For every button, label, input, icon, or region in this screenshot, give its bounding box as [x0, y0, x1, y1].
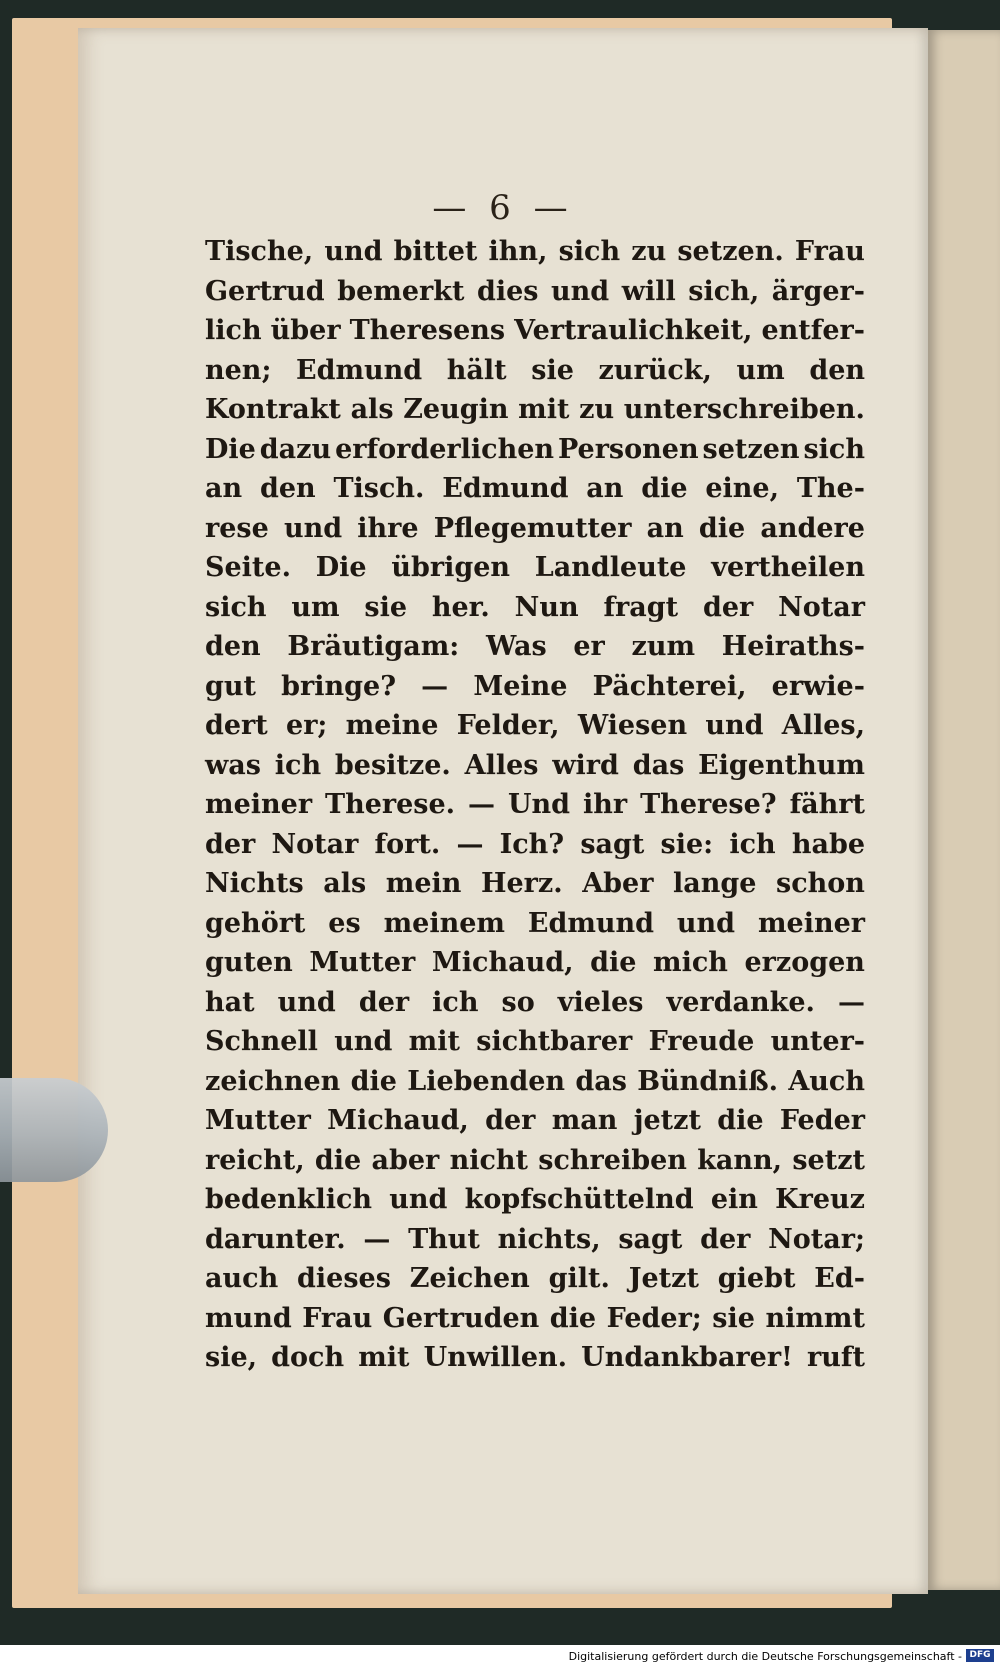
text-line [205, 1141, 865, 1181]
word: sich [558, 236, 621, 267]
word: zum [631, 631, 696, 662]
word: meiner [205, 789, 313, 820]
word: das [632, 749, 685, 781]
text-line [205, 1062, 865, 1102]
text-line [205, 1180, 865, 1220]
word: schreiben [538, 1144, 687, 1176]
text-line [205, 390, 865, 430]
word: Zeugin [403, 394, 509, 425]
word: Mutter [205, 1105, 311, 1136]
word: bemerkt [337, 275, 465, 307]
word: habe [791, 828, 865, 860]
word: ich [274, 749, 322, 781]
scanner-clip [0, 1078, 108, 1182]
word: um [736, 354, 785, 386]
word: besitze. [334, 749, 451, 781]
word: fragt [603, 591, 679, 623]
text-line [205, 272, 865, 312]
word: — [468, 789, 496, 820]
word: dies [476, 275, 539, 307]
word: rese [205, 512, 269, 544]
word: Bräutigam: [287, 631, 460, 662]
word: Gertruden [382, 1302, 540, 1334]
word: ich [729, 828, 776, 860]
word: verdanke. [666, 986, 815, 1018]
word: Edmund [527, 907, 655, 939]
word: sich [803, 433, 865, 465]
word: wird [552, 749, 619, 781]
text-line [205, 232, 865, 272]
word: an [205, 473, 243, 504]
word: und [283, 512, 343, 544]
word: bittet [393, 236, 478, 267]
word: will [621, 275, 676, 307]
word: ruft [807, 1342, 865, 1373]
word: The- [796, 473, 865, 504]
word: andere [760, 512, 865, 544]
word: Therese. [325, 789, 456, 820]
word: sie [531, 354, 574, 386]
word: — [456, 828, 484, 860]
text-line [205, 469, 865, 509]
word: als [323, 868, 367, 899]
word: doch [271, 1342, 345, 1373]
word: hat [205, 986, 255, 1018]
word: und [277, 986, 336, 1018]
word: kann, [697, 1144, 783, 1176]
word: Tisch. [333, 473, 425, 504]
word: Unwillen. [423, 1342, 568, 1373]
word: um [291, 591, 340, 623]
text-line [205, 1022, 865, 1062]
word: und [676, 907, 736, 939]
text-line [205, 1101, 865, 1141]
word: ihr [583, 789, 628, 820]
text-line [205, 1220, 865, 1260]
word: meiner [757, 907, 865, 939]
word: Notar [778, 591, 865, 623]
word: setzen. [677, 236, 784, 267]
dfg-logo: DFG [966, 1649, 994, 1662]
word: nen; [205, 354, 272, 386]
word: setzen [702, 433, 800, 465]
word: nicht [449, 1144, 528, 1176]
word: und [705, 710, 764, 741]
word: her. [431, 591, 490, 623]
word: Therese? [640, 789, 777, 820]
word: Ich? [499, 828, 565, 860]
text-line [205, 1338, 865, 1378]
word: die [549, 1302, 597, 1334]
word: vieles [557, 986, 644, 1018]
text-line [205, 943, 865, 983]
word: meinem [383, 907, 505, 939]
word: ich [432, 986, 479, 1018]
word: — [837, 986, 865, 1018]
word: lich [205, 315, 262, 346]
word: Edmund [442, 473, 569, 504]
text-line [205, 509, 865, 549]
word: er; [286, 710, 328, 741]
word: der [485, 1105, 536, 1136]
word: Feder [779, 1105, 865, 1136]
word: ärger- [771, 275, 865, 307]
word: meine [345, 710, 439, 741]
word: Kontrakt [205, 394, 341, 425]
word: Pflegemutter [433, 512, 632, 544]
word: Personen [557, 433, 699, 465]
word: auch [205, 1263, 279, 1294]
word: sichtbarer [476, 1026, 633, 1057]
word: erzogen [744, 947, 865, 978]
word: sich [205, 591, 267, 623]
word: Liebenden [407, 1065, 566, 1097]
word: mit [408, 1026, 460, 1057]
word: Ed- [814, 1263, 865, 1294]
word: die [717, 1105, 764, 1136]
word: guten [205, 947, 293, 978]
text-line [205, 904, 865, 944]
word: gilt. [548, 1263, 610, 1294]
word: schon [776, 868, 865, 899]
digitization-credit: Digitalisierung gefördert durch die Deutsche Forschungsgemeinschaft - [568, 1650, 962, 1663]
word: bedenklich [205, 1184, 373, 1215]
word: aber [371, 1144, 440, 1176]
word: — [363, 1223, 391, 1255]
word: dazu [259, 433, 332, 465]
word: Mutter [309, 947, 416, 978]
word: — [421, 670, 449, 702]
word: jetzt [633, 1105, 701, 1136]
word: und [389, 1184, 448, 1215]
word: Alles [464, 749, 539, 781]
word: an [586, 473, 624, 504]
word: die [314, 1144, 362, 1176]
word: eine, [705, 473, 779, 504]
word: den [809, 354, 865, 386]
word: Tische, [205, 236, 314, 267]
word: ein [710, 1184, 758, 1215]
word: mit [518, 394, 570, 425]
word: Notar; [768, 1223, 865, 1255]
word: der [702, 591, 754, 623]
word: die [641, 473, 688, 504]
word: Theresens [349, 315, 506, 346]
word: Felder, [456, 710, 560, 741]
word: sagt [618, 1223, 683, 1255]
text-line [205, 706, 865, 746]
word: Feder; [606, 1302, 702, 1334]
word: die [350, 1065, 397, 1097]
word: über [270, 315, 341, 346]
word: Pächterei, [592, 670, 747, 702]
word: der [700, 1223, 751, 1255]
word: der [205, 828, 256, 860]
word: er [573, 631, 605, 662]
word: sagt [580, 828, 645, 860]
word: Zeichen [409, 1263, 530, 1294]
word: mund [205, 1302, 292, 1334]
word: ihn, [488, 236, 548, 267]
word: mit [358, 1342, 410, 1373]
text-line [205, 785, 865, 825]
word: als [350, 394, 394, 425]
word: den [259, 473, 316, 504]
word: zeichnen [205, 1065, 341, 1097]
word: es [328, 907, 361, 939]
text-line [205, 1259, 865, 1299]
word: den [205, 631, 261, 662]
word: Notar [271, 828, 359, 860]
word: übrigen [391, 552, 511, 583]
word: erforderlichen [335, 433, 555, 465]
page-number: — 6 — [432, 188, 574, 228]
word: Die [205, 433, 256, 465]
word: unterschreiben. [623, 394, 865, 425]
word: mein [385, 868, 462, 899]
word: Michaud, [431, 947, 574, 978]
word: Seite. [205, 552, 291, 583]
word: die [590, 947, 637, 978]
word: lange [672, 868, 757, 899]
word: Wiesen [577, 710, 688, 741]
word: fort. [374, 828, 441, 860]
text-line [205, 746, 865, 786]
word: zu [579, 394, 615, 425]
word: vertheilen [711, 552, 865, 583]
word: nichts, [497, 1223, 601, 1255]
text-line [205, 588, 865, 628]
text-line [205, 983, 865, 1023]
text-line [205, 311, 865, 351]
word: setzt [792, 1144, 865, 1176]
word: Edmund [296, 354, 423, 386]
word: darunter. [205, 1223, 346, 1255]
word: ihre [357, 512, 419, 544]
word: Schnell [205, 1026, 318, 1057]
footer-bar [0, 1645, 1000, 1665]
word: an [646, 512, 684, 544]
word: Alles, [781, 710, 865, 741]
word: so [501, 986, 535, 1018]
word: Frau [794, 236, 865, 267]
word: Gertrud [205, 275, 325, 307]
word: Eigenthum [698, 749, 865, 781]
word: Frau [302, 1302, 373, 1334]
word: was [205, 749, 261, 781]
word: fährt [789, 789, 865, 820]
text-line [205, 667, 865, 707]
word: mich [653, 947, 728, 978]
word: sie [712, 1302, 755, 1334]
word: sie [364, 591, 408, 623]
word: unter- [770, 1026, 865, 1057]
word: man [551, 1105, 618, 1136]
word: Michaud, [327, 1105, 469, 1136]
word: sie, [205, 1342, 258, 1373]
word: Undankbarer! [581, 1342, 793, 1373]
word: und [334, 1026, 393, 1057]
word: Nichts [205, 868, 304, 899]
word: dert [205, 710, 268, 741]
word: sie: [660, 828, 714, 860]
word: Jetzt [628, 1263, 699, 1294]
word: Auch [788, 1065, 865, 1097]
text-line [205, 627, 865, 667]
word: Nun [514, 591, 579, 623]
word: Meine [473, 670, 568, 702]
facing-page-edge [928, 30, 1000, 1590]
word: Heiraths- [721, 631, 865, 662]
word: gut [205, 670, 256, 702]
word: Vertraulichkeit, [514, 315, 753, 346]
word: die [698, 512, 746, 544]
word: erwie- [771, 670, 865, 702]
text-line [205, 1299, 865, 1339]
word: das [575, 1065, 627, 1097]
text-line [205, 351, 865, 391]
word: Herz. [480, 868, 563, 899]
text-line [205, 825, 865, 865]
word: zu [631, 236, 667, 267]
word: giebt [717, 1263, 796, 1294]
word: dieses [297, 1263, 391, 1294]
word: Aber [582, 868, 654, 899]
word: zurück, [598, 354, 712, 386]
word: sich, [688, 275, 760, 307]
word: der [358, 986, 410, 1018]
word: hält [446, 354, 507, 386]
word: Thut [408, 1223, 480, 1255]
word: und [324, 236, 383, 267]
text-line [205, 864, 865, 904]
word: Und [508, 789, 571, 820]
body-text [205, 232, 865, 1378]
word: und [551, 275, 610, 307]
word: nimmt [765, 1302, 865, 1334]
word: Was [485, 631, 547, 662]
word: Landleute [534, 552, 687, 583]
word: Bündniß. [637, 1065, 778, 1097]
text-line [205, 430, 865, 470]
word: Kreuz [775, 1184, 865, 1215]
word: Freude [648, 1026, 755, 1057]
word: gehört [205, 907, 306, 939]
word: bringe? [281, 670, 397, 702]
word: reicht, [205, 1144, 305, 1176]
word: Die [315, 552, 367, 583]
word: kopfschüttelnd [464, 1184, 694, 1215]
word: entfer- [761, 315, 865, 346]
text-line [205, 548, 865, 588]
